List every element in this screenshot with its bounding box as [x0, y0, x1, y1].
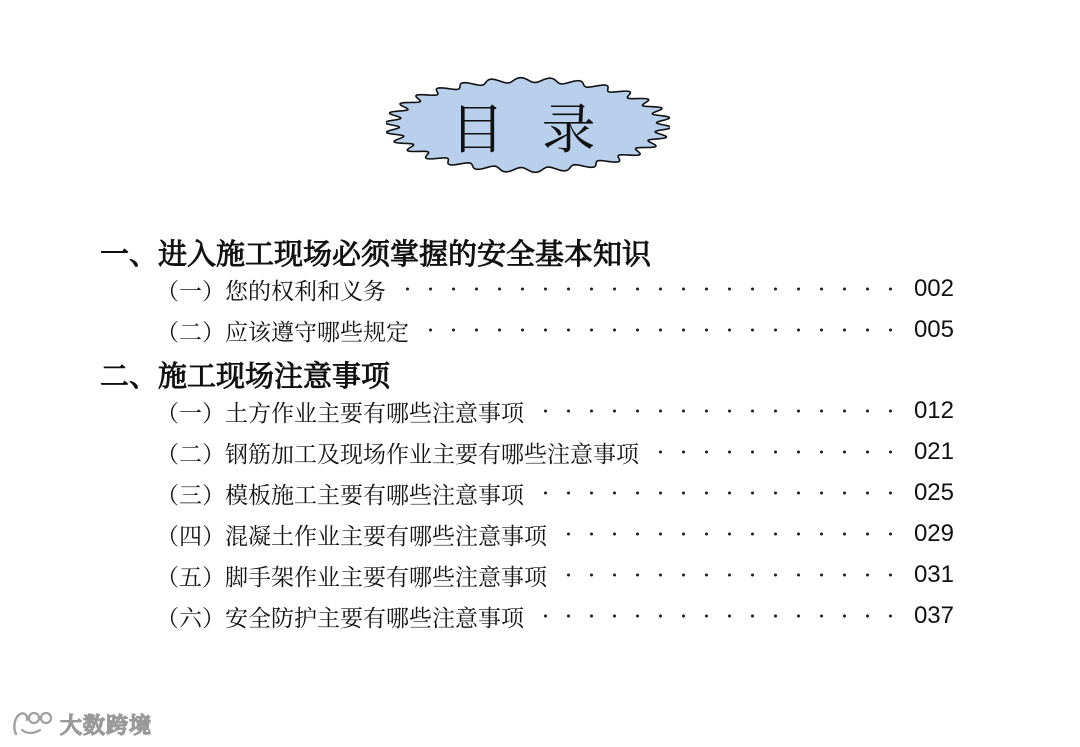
dot-leader [419, 318, 898, 342]
toc-page-number: 037 [913, 602, 954, 629]
toc-item-label: （二）钢筋加工及现场作业主要有哪些注意事项 [156, 441, 639, 468]
toc-page-number: 002 [913, 275, 954, 302]
toc-page-number: 031 [913, 561, 954, 588]
toc-page-number: 029 [913, 520, 954, 547]
toc-item-label: （三）模板施工主要有哪些注意事项 [156, 482, 524, 509]
dot-leader [534, 399, 898, 423]
toc-page-number: 005 [913, 316, 954, 343]
toc-page-number: 012 [913, 397, 954, 424]
section-heading-2: 二、施工现场注意事项 [100, 359, 391, 393]
toc-item[interactable] [156, 314, 954, 346]
watermark-logo-icon [10, 708, 56, 740]
toc-page-number: 021 [913, 438, 954, 465]
watermark [10, 708, 152, 740]
toc-item[interactable] [156, 518, 954, 550]
toc-item-label: （四）混凝土作业主要有哪些注意事项 [156, 523, 547, 550]
dot-leader [557, 563, 898, 587]
dot-leader [649, 440, 898, 464]
toc-item-label: （一）土方作业主要有哪些注意事项 [156, 400, 524, 427]
dot-leader [534, 604, 898, 628]
dot-leader [396, 277, 898, 301]
section-heading-1: 一、进入施工现场必须掌握的安全基本知识 [100, 237, 652, 271]
toc-item[interactable] [156, 477, 954, 509]
toc-item-label: （一）您的权利和义务 [156, 278, 386, 305]
dot-leader [557, 522, 898, 546]
toc-page-number: 025 [913, 479, 954, 506]
toc-item-label: （五）脚手架作业主要有哪些注意事项 [156, 564, 547, 591]
toc-item[interactable] [156, 436, 954, 468]
toc-item[interactable] [156, 600, 954, 632]
toc-item-label: （二）应该遵守哪些规定 [156, 319, 409, 346]
toc-item-label: （六）安全防护主要有哪些注意事项 [156, 605, 524, 632]
toc-item[interactable] [156, 395, 954, 427]
dot-leader [534, 481, 898, 505]
page-title: 目 录 [450, 97, 606, 161]
toc-item[interactable] [156, 559, 954, 591]
watermark-text: 大数跨境 [60, 713, 153, 739]
title-badge [386, 74, 670, 176]
toc-item[interactable] [156, 273, 954, 305]
